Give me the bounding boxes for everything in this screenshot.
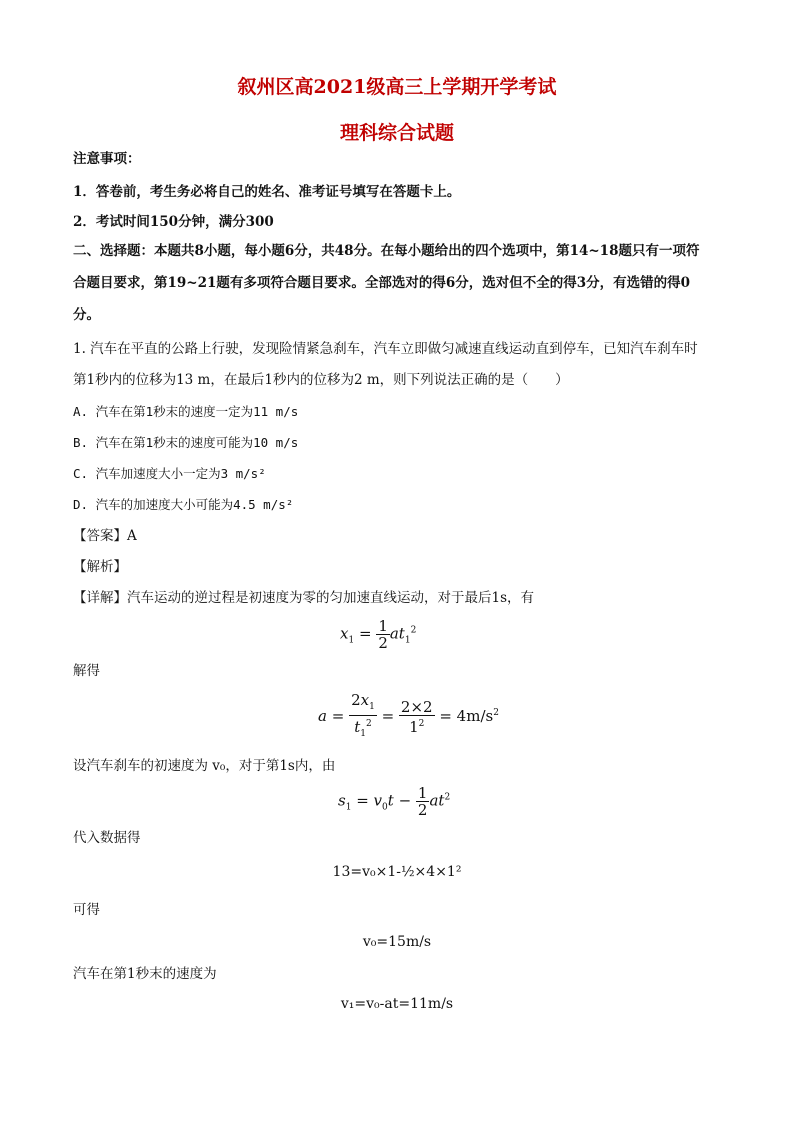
question-line-2: 第1秒内的位移为13 m，在最后1秒内的位移为2 m，则下列说法正确的是（ ） bbox=[73, 372, 569, 388]
document-subtitle: 理科综合试题 bbox=[339, 122, 454, 144]
section-line-2: 合题目要求，第19~21题有多项符合题目要求。全部选对的得6分，选对但不全的得3分，有选错的得0 bbox=[73, 275, 691, 291]
equation-substitute: 13=v₀×1-½×4×1² bbox=[332, 864, 462, 880]
detail-text: 汽车运动的逆过程是初速度为零的匀加速直线运动，对于最后1s，有 bbox=[127, 590, 535, 606]
detail-tag: 【详解】 bbox=[73, 590, 127, 606]
answer-value: A bbox=[127, 528, 137, 544]
option-d: D. 汽车的加速度大小可能为4.5 m/s² bbox=[73, 497, 294, 512]
equation-v1: v₁=v₀-at=11m/s bbox=[340, 996, 454, 1012]
detail-line bbox=[73, 589, 534, 607]
equation-x1: $x_1$ = $\frac{1}{2}$ $at_1^2$ bbox=[340, 617, 417, 652]
speed-text: 汽车在第1秒末的速度为 bbox=[73, 966, 217, 982]
notice-heading: 注意事项： bbox=[73, 151, 141, 167]
answer-tag: 【答案】 bbox=[73, 528, 127, 544]
notice-item-1: 1．答卷前，考生务必将自己的姓名、准考证号填写在答题卡上。 bbox=[73, 184, 461, 200]
set-text: 设汽车刹车的初速度为 v₀，对于第1s内，由 bbox=[73, 758, 336, 774]
equation-v0: v₀=15m/s bbox=[362, 934, 432, 950]
option-a: A. 汽车在第1秒末的速度一定为11 m/s bbox=[73, 404, 299, 419]
solve-text: 解得 bbox=[73, 663, 100, 679]
section-line-3: 分。 bbox=[73, 307, 100, 323]
question-line-1: 1. 汽车在平直的公路上行驶，发现险情紧急刹车，汽车立即做匀减速直线运动直到停车，已知汽车刹车时 bbox=[73, 341, 698, 357]
document-title: 叙州区高2021级高三上学期开学考试 bbox=[237, 76, 557, 98]
equation-a: a = $\frac{2x_1}{t_1^2}$ = $\frac{2\times 2}{1^2}$ = $4m/s^2$ bbox=[318, 691, 499, 739]
notice-item-2: 2．考试时间150分钟，满分300 bbox=[73, 214, 274, 230]
equation-s1: $s_1 = v_0t$ − $\frac{1}{2}$ $at^2$ bbox=[338, 784, 451, 819]
get-text: 可得 bbox=[73, 902, 100, 918]
analysis-tag: 【解析】 bbox=[73, 559, 127, 575]
section-line-1: 二、选择题：本题共8小题，每小题6分，共48分。在每小题给出的四个选项中，第14~18题只有一项符 bbox=[73, 243, 700, 259]
answer-line bbox=[73, 527, 137, 545]
option-b: B. 汽车在第1秒末的速度可能为10 m/s bbox=[73, 435, 299, 450]
option-c: C. 汽车加速度大小一定为3 m/s² bbox=[73, 466, 266, 481]
substitute-text: 代入数据得 bbox=[73, 830, 141, 846]
